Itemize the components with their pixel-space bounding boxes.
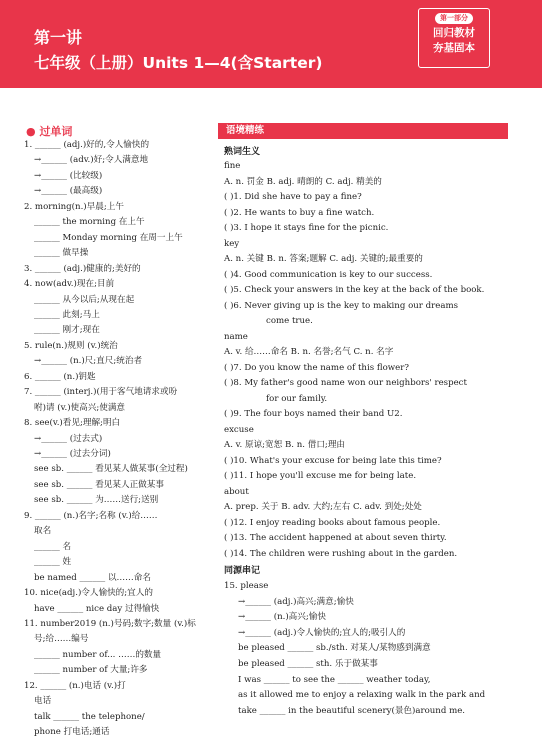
text-line: ( )6. Never giving up is the key to making our dreams <box>224 300 458 311</box>
text-line: fine <box>224 161 241 171</box>
text-line: 6. ______ (n.)钥匙 <box>24 371 96 382</box>
text-line: ______ 刚才;现在 <box>34 325 100 336</box>
subheading-roots: 同源串记 <box>224 566 261 576</box>
text-line: ______ 此刻;马上 <box>34 309 100 320</box>
text-line: →______ (过去式) <box>34 433 103 444</box>
text-line: name <box>224 331 248 342</box>
text-line: ( )12. I enjoy reading books about famous people. <box>224 517 441 528</box>
text-line: 12. ______ (n.)电话 (v.)打 <box>24 680 126 691</box>
text-line: ______ number of... ……的数量 <box>34 649 162 660</box>
text-line: ( )7. Do you know the name of this flower? <box>224 362 409 373</box>
text-line: ( )4. Good communication is key to our success. <box>224 269 433 280</box>
text-line: ( )5. Check your answers in the key at the back of the book. <box>224 285 485 295</box>
text-line: be pleased ______ sb./sth. 对某人/某物感到满意 <box>238 643 431 654</box>
text-line: see sb. ______ 为……送行;送别 <box>34 495 159 506</box>
text-line: A. prep. 关于 B. adv. 大约;左右 C. adv. 到处;处处 <box>224 502 422 512</box>
text-line: see sb. ______ 看见某人正做某事 <box>34 479 164 490</box>
text-line: →______ (adj.)高兴;满意;愉快 <box>238 596 354 607</box>
text-line: 7. ______ (interj.)(用于客气地请求或吩 <box>24 387 178 398</box>
text-line: ______ 名 <box>34 541 72 552</box>
section-badge <box>418 8 490 68</box>
text-line: →______ (adv.)好;令人满意地 <box>34 155 149 166</box>
text-line: ______ 从今以后;从现在起 <box>34 294 135 305</box>
text-line: ( )2. He wants to buy a fine watch. <box>224 207 375 218</box>
text-line: A. v. 给……命名 B. n. 名誉;名气 C. n. 名字 <box>224 347 394 357</box>
text-line: for our family. <box>266 393 328 404</box>
text-line: talk ______ the telephone/ <box>34 711 145 722</box>
text-line: 4. now(adv.)现在;目前 <box>24 279 115 290</box>
page-title: 七年级（上册）Units 1—4(含Starter) <box>34 54 323 72</box>
text-line: have ______ nice day 过得愉快 <box>34 603 160 614</box>
text-line: A. n. 罚金 B. adj. 晴朗的 C. adj. 精美的 <box>224 176 382 187</box>
text-line: ( )11. I hope you'll excuse me for being late. <box>224 471 417 481</box>
text-line: →______ (比较级) <box>34 170 103 181</box>
text-line: ______ number of 大量;许多 <box>34 665 148 676</box>
text-line: 15. please <box>224 581 269 591</box>
text-line: about <box>224 486 249 497</box>
text-line: be pleased ______ sth. 乐于做某事 <box>238 659 378 669</box>
lecture-label: 第一讲 <box>34 28 83 47</box>
text-line: →______ (最高级) <box>34 186 103 197</box>
badge-line-1: 回归教材 <box>433 27 475 39</box>
text-line: 3. ______ (adj.)健康的;美好的 <box>24 263 141 274</box>
text-line: ______ 做早操 <box>34 248 89 259</box>
text-line: key <box>224 238 240 249</box>
left-title-text: 过单词 <box>39 125 73 138</box>
text-line: 9. ______ (n.)名字;名称 (v.)给…… <box>24 510 158 521</box>
text-line: phone 打电话;通话 <box>34 727 110 737</box>
subheading-words: 熟词生义 <box>224 147 261 157</box>
text-line: ( )9. The four boys named their band U2. <box>224 409 403 419</box>
text-line: as it allowed me to enjoy a relaxing walk in the park and <box>238 690 486 701</box>
right-bar-title: 语境精练 <box>226 125 265 136</box>
text-line: →______ (过去分词) <box>34 449 111 459</box>
text-line: 号;给……编号 <box>34 634 89 645</box>
text-line: 8. see(v.)看见;理解;明白 <box>24 418 121 429</box>
text-line: 2. morning(n.)早晨;上午 <box>24 201 124 212</box>
text-line: A. n. 关键 B. n. 答案;题解 C. adj. 关键的;最重要的 <box>224 254 423 264</box>
text-line: 取名 <box>34 526 52 537</box>
text-line: 1. ______ (adj.)好的,令人愉快的 <box>24 140 150 150</box>
text-line: see sb. ______ 看见某人做某事(全过程) <box>34 464 188 475</box>
text-line: ( )14. The children were rushing about in the garden. <box>224 548 458 559</box>
text-line: A. v. 原谅;宽恕 B. n. 借口;理由 <box>224 440 346 450</box>
text-line: ( )13. The accident happened at about seven thirty. <box>224 533 447 543</box>
badge-line-2: 夯基固本 <box>433 41 475 54</box>
text-line: ( )1. Did she have to pay a fine? <box>224 192 362 202</box>
left-section-title: ● 过单词 <box>26 125 73 138</box>
text-line: 咐)请 (v.)使高兴;使满意 <box>34 402 126 413</box>
badge-part: 第一部分 <box>435 13 473 24</box>
text-line: ( )10. What's your excuse for being late this time? <box>224 455 442 466</box>
text-line: ______ 姓 <box>34 557 72 568</box>
text-line: →______ (n.)高兴;愉快 <box>238 612 326 623</box>
text-line: ( )8. My father's good name won our neighbors' respect <box>224 378 467 388</box>
right-section-bar <box>218 123 508 139</box>
text-line: take ______ in the beautiful scenery(景色)around me. <box>238 705 466 716</box>
text-line: I was ______ to see the ______ weather today, <box>238 674 431 685</box>
text-line: ______ Monday morning 在周一上午 <box>34 232 183 243</box>
text-line: →______ (adj.)令人愉快的;宜人的;吸引人的 <box>238 627 406 638</box>
text-line: excuse <box>224 424 254 435</box>
text-line: 5. rule(n.)规则 (v.)统治 <box>24 340 118 351</box>
text-line: ______ the morning 在上午 <box>34 217 145 228</box>
text-line: →______ (n.)尺;直尺;统治者 <box>34 356 143 367</box>
text-line: come true. <box>266 316 313 326</box>
text-line: 电话 <box>34 696 52 707</box>
text-line: be named ______ 以……命名 <box>34 572 151 583</box>
page-header <box>0 0 542 88</box>
text-line: ( )3. I hope it stays fine for the picnic. <box>224 223 389 233</box>
text-line: 10. nice(adj.)令人愉快的;宜人的 <box>24 588 153 599</box>
text-line: 11. number2019 (n.)号码;数字;数量 (v.)标 <box>24 618 196 629</box>
